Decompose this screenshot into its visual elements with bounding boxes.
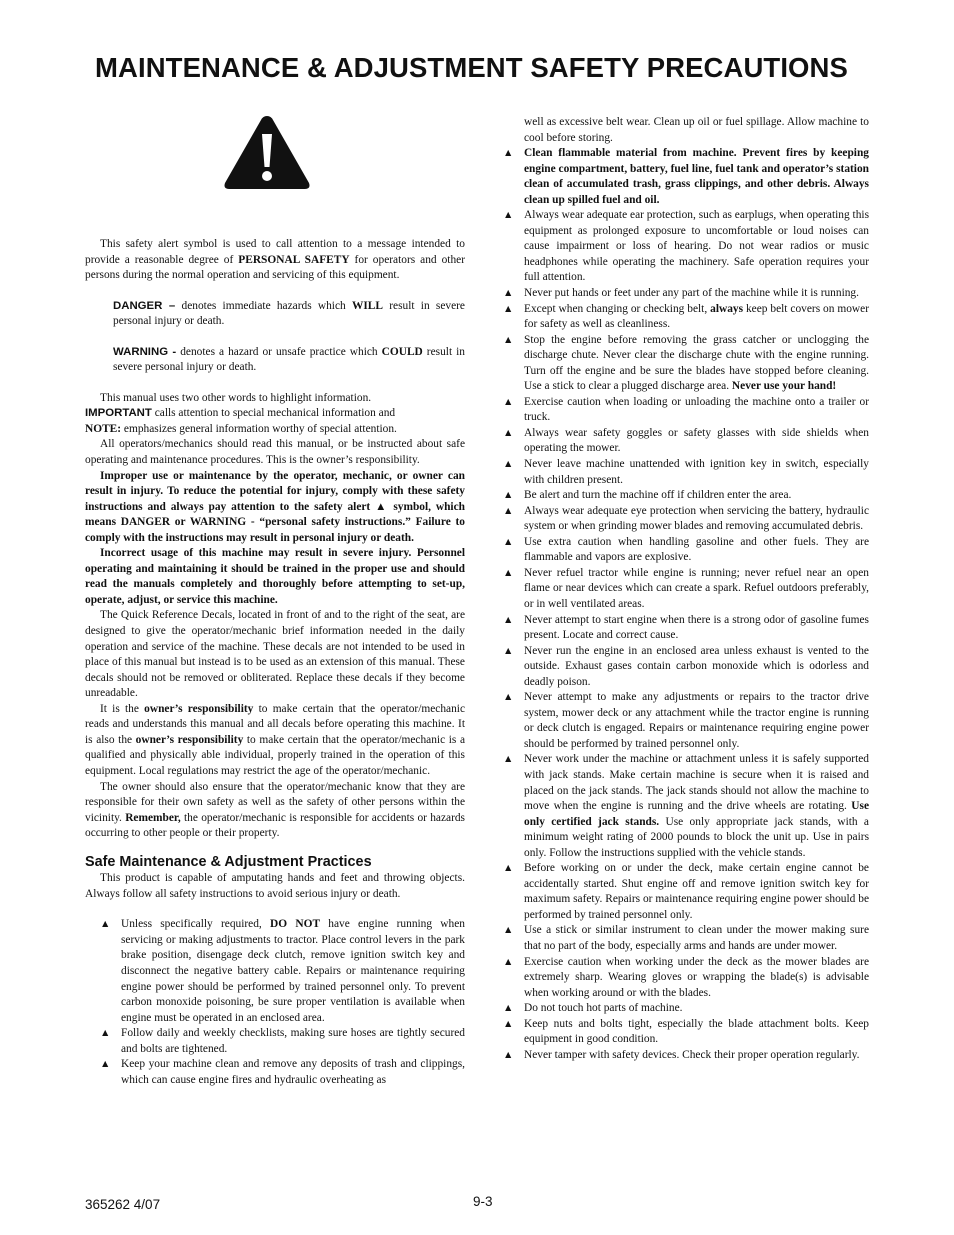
list-item: ▲ Always wear safety goggles or safety glasses with side shields when operating the mower. xyxy=(503,426,869,455)
important-definition: IMPORTANT calls attention to special mechanical information and xyxy=(85,407,396,420)
triangle-bullet-icon: ▲ xyxy=(503,925,514,937)
list-item: ▲ Never put hands or feet under any part of the machine while it is running. xyxy=(502,286,869,302)
list-item: ▲ Stop the engine before removing the grass catcher or unclogging the discharge chute. Never clear the discharge chute with the engine running. Turn off the engine and be sure the blades have stopped before cleaning. Use a stick to clear a plugged discharge area. Never use your hand! xyxy=(503,333,869,393)
triangle-bullet-icon: ▲ xyxy=(503,148,514,160)
triangle-bullet-icon: ▲ xyxy=(503,1049,514,1061)
left-bullet-list xyxy=(85,917,465,1088)
list-item: ▲ Never tamper with safety devices. Check their proper operation regularly. xyxy=(502,1048,869,1064)
highlight-words-paragraph: This manual uses two other words to highlight information. xyxy=(100,391,372,404)
list-item: ▲ Keep nuts and bolts tight, especially the blade attachment bolts. Keep equipment in good condition. xyxy=(503,1017,869,1046)
triangle-bullet-icon: ▲ xyxy=(503,490,514,502)
list-item: ▲ Never attempt to make any adjustments or repairs to the tractor drive system, mower deck or any attachment while the tractor engine is running or deck clutch is engaged. Repairs or maintenance requiring engine power should be performed by trained personnel only. xyxy=(503,691,869,750)
triangle-bullet-icon: ▲ xyxy=(503,396,514,408)
triangle-bullet-icon: ▲ xyxy=(503,288,514,300)
list-item: ▲ Always wear adequate ear protection, such as earplugs, when operating this equipment as prolonged exposure to uncomfortable or loud noises can cause impairment or loss of hearing. Do not wear radios or music headphones while operating the machinery. Safe operation requires your full attention. xyxy=(503,209,869,284)
triangle-bullet-icon: ▲ xyxy=(503,1003,514,1015)
decals-paragraph: The Quick Reference Decals, located in front of and to the right of the seat, are designed to give the operator/mechanic brief information needed in the daily operation and service of the machine. These decals are not intended to be used in place of this manual but instead is to be used as an extension of this manual. These decals should not be removed or obliterated. Replace these decals if they become unreadable. xyxy=(85,609,465,700)
list-item: ▲ Clean flammable material from machine. Prevent fires by keeping engine compartment, battery, fuel line, fuel tank and operator’s station clean of accumulated trash, grass clippings, and other debris. Always clean up spilled fuel and oil. xyxy=(503,147,869,206)
page-number: 9-3 xyxy=(473,1194,493,1209)
list-item: ▲ Unless specifically required, DO NOT have engine running when servicing or making adjustments to tractor. Place control levers in the park brake position, disengage deck clutch, remove ignition switch key and disconnect the negative battery cable. Repairs or maintenance requiring engine power should be performed by trained personnel only. To prevent carbon monoxide poisoning, be sure proper ventilation is available when engine must be operated in an enclosed area. xyxy=(100,918,465,1024)
triangle-bullet-icon: ▲ xyxy=(503,614,514,626)
list-item: ▲ Never attempt to start engine when there is a strong odor of gasoline fumes present. Locate and correct cause. xyxy=(503,613,869,642)
read-manual-paragraph: All operators/mechanics should read this manual, or be instructed about safe operating and maintenance procedures. This is the owner’s responsibility. xyxy=(85,438,465,467)
document-number: 365262 4/07 xyxy=(85,1197,161,1212)
right-column xyxy=(502,115,869,1063)
warning-triangle-icon xyxy=(222,112,312,192)
improper-use-paragraph: Improper use or maintenance by the operator, mechanic, or owner can result in injury. To reduce the potential for injury, comply with these safety instructions and always pay attention to the safety alert ▲ symbol, which means DANGER or WARNING - “personal safety instructions.” Failure to comply with the instructions may result in personal injury or death. xyxy=(85,469,465,544)
list-item: ▲ Always wear adequate eye protection when servicing the battery, hydraulic system or when grinding mower blades and removing accumulated debris. xyxy=(503,504,869,533)
triangle-bullet-icon: ▲ xyxy=(503,1018,514,1030)
triangle-bullet-icon: ▲ xyxy=(503,334,514,346)
triangle-bullet-icon: ▲ xyxy=(375,500,389,513)
triangle-bullet-icon: ▲ xyxy=(503,459,514,471)
left-column xyxy=(85,237,465,1088)
section-heading: Safe Maintenance & Adjustment Practices xyxy=(85,853,372,870)
list-item: ▲ Never refuel tractor while engine is running; never refuel near an open flame or near devices which can create a spark. Refuel outdoors preferably, or in well ventilated areas. xyxy=(503,566,869,610)
list-item: ▲ Be alert and turn the machine off if children enter the area. xyxy=(502,488,869,504)
incorrect-usage-paragraph: Incorrect usage of this machine may result in severe injury. Personnel operating and maintaining it should be trained in the proper use and should read the manuals completely and thoroughly before attempting to set-up, operate, adjust, or service this machine. xyxy=(85,547,465,606)
list-item: ▲ Do not touch hot parts of machine. xyxy=(502,1001,869,1017)
triangle-bullet-icon: ▲ xyxy=(503,210,514,222)
triangle-bullet-icon: ▲ xyxy=(100,919,111,931)
list-item: ▲ Never leave machine unattended with ignition key in switch, especially with children present. xyxy=(503,458,869,486)
triangle-bullet-icon: ▲ xyxy=(503,645,514,657)
list-item: ▲ Follow daily and weekly checklists, making sure hoses are tightly secured and bolts are tightened. xyxy=(100,1027,465,1055)
list-item: ▲ Use a stick or similar instrument to clean under the mower making sure that no part of the body, especially arms and hands are under mower. xyxy=(503,924,869,952)
list-item: ▲ Use extra caution when handling gasoline and other fuels. They are flammable and vapors are explosive. xyxy=(503,535,869,564)
triangle-bullet-icon: ▲ xyxy=(503,303,514,315)
triangle-bullet-icon: ▲ xyxy=(100,1059,111,1071)
danger-definition: DANGER – denotes immediate hazards which WILL result in severe personal injury or death. xyxy=(113,299,465,328)
list-item-continued: well as excessive belt wear. Clean up oil or fuel spillage. Allow machine to cool before storing. xyxy=(524,116,869,144)
intro-paragraph: This safety alert symbol is used to call attention to a message intended to provide a reasonable degree of PERSONAL SAFETY for operators and other persons during the normal operation and servicing of this equipment. xyxy=(85,238,465,282)
note-definition: NOTE: emphasizes general information worthy of special attention. xyxy=(85,422,397,435)
list-item: ▲ Keep your machine clean and remove any deposits of trash and clippings, which can cause engine fires and hydraulic overheating as xyxy=(100,1058,465,1086)
owner-responsibility-paragraph: It is the owner’s responsibility to make certain that the operator/mechanic reads and understands this manual and all decals before operating this machine. It is also the owner’s responsibility to make certain that the operator/mechanic is a qualified and physically able individual, properly trained in the operation of this equipment. Local regulations may restrict the age of the operator/mechanic. xyxy=(85,702,466,777)
triangle-bullet-icon: ▲ xyxy=(503,692,514,704)
owner-ensure-paragraph: The owner should also ensure that the operator/mechanic know that they are responsible for their own safety as well as the safety of other persons within the vicinity. Remember, the operator/mechanic is responsible for accidents or hazards occurring to other people or their property. xyxy=(85,780,465,840)
list-item: ▲ Exercise caution when working under the deck as the mower blades are extremely sharp. Wearing gloves or wrapping the blade(s) is advisable when working around or with the blades. xyxy=(503,955,869,999)
triangle-bullet-icon: ▲ xyxy=(503,536,514,548)
triangle-bullet-icon: ▲ xyxy=(503,427,514,439)
list-item: ▲ Never work under the machine or attachment unless it is safely supported with jack stands. Make certain machine is secure when it is raised and placed on the jack stands. The jack stands should not allow the machine to move when the engine is running and the drive wheels are rotating. Use only certified jack stands. Use only appropriate jack stands, with a minimum weight rating of 2000 pounds to block the unit up. Use in pairs only. Follow the instructions supplied with the vehicle stands. xyxy=(503,753,869,859)
section-intro: This product is capable of amputating hands and feet and throwing objects. Always follow all safety instructions to avoid serious injury or death. xyxy=(85,872,465,900)
list-item: ▲ Exercise caution when loading or unloading the machine onto a trailer or truck. xyxy=(503,395,869,424)
triangle-bullet-icon: ▲ xyxy=(100,1028,111,1040)
warning-definition: WARNING - denotes a hazard or unsafe practice which COULD result in severe personal injury or death. xyxy=(113,345,465,374)
triangle-bullet-icon: ▲ xyxy=(503,863,514,875)
triangle-bullet-icon: ▲ xyxy=(503,505,514,517)
triangle-bullet-icon: ▲ xyxy=(503,754,514,766)
list-item: ▲ Before working on or under the deck, make certain engine cannot be accidentally started. Shut engine off and remove ignition switch key for maximum safety. Repairs or maintenance requiring engine power should be performed by trained personnel only. xyxy=(503,862,869,921)
triangle-bullet-icon: ▲ xyxy=(503,956,514,968)
list-item: ▲ Except when changing or checking belt, always keep belt covers on mower for safety as well as cleanliness. xyxy=(503,302,869,331)
triangle-bullet-icon: ▲ xyxy=(503,567,514,579)
list-item: ▲ Never run the engine in an enclosed area unless exhaust is vented to the outside. Exhaust gases contain carbon monoxide which is odorless and deadly poison. xyxy=(503,644,869,688)
page-title: MAINTENANCE & ADJUSTMENT SAFETY PRECAUTIONS xyxy=(95,52,848,83)
